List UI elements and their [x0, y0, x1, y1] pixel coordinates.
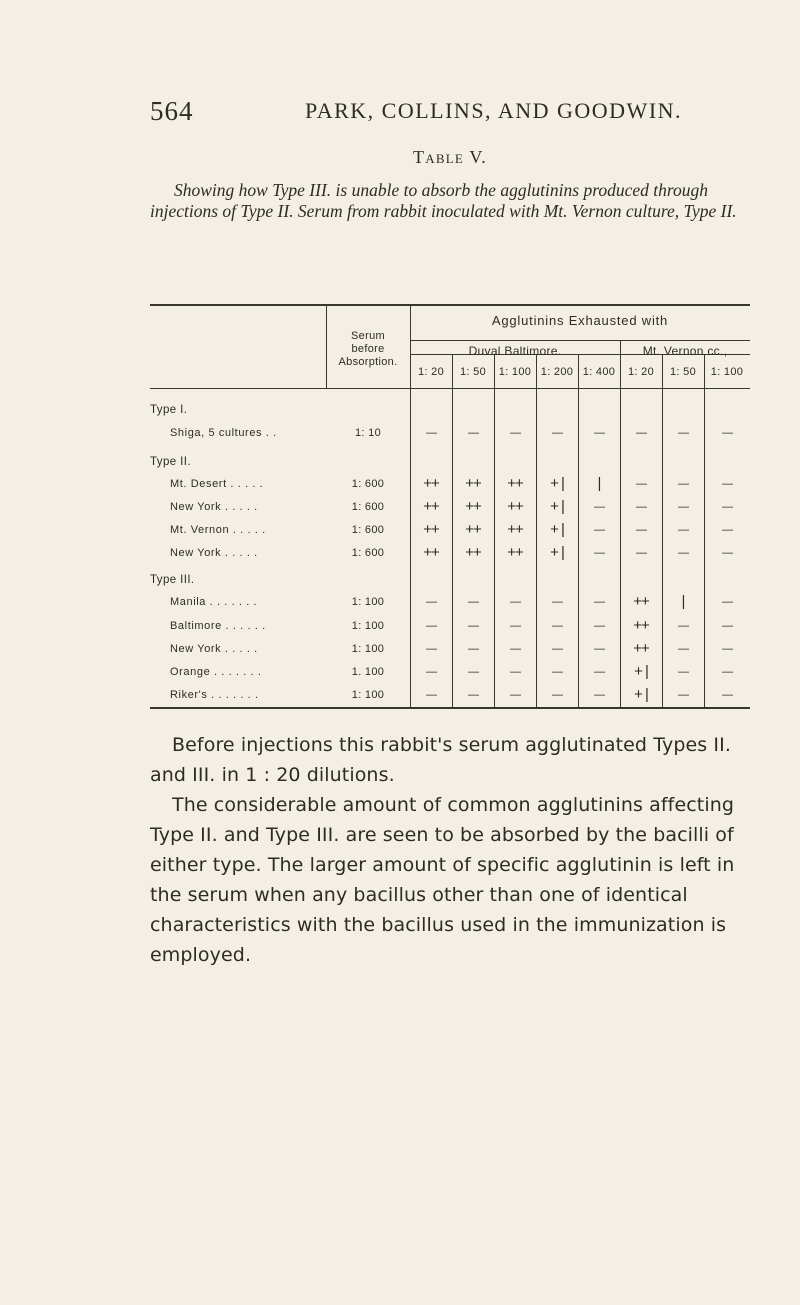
agglutination-cell: ++ — [633, 617, 649, 634]
agglutination-cell: — — [722, 643, 732, 655]
data-table — [150, 270, 750, 705]
agglutination-cell: — — [468, 666, 478, 678]
agglutination-cell: ++ — [633, 593, 649, 610]
header-serum-line: before — [351, 343, 385, 355]
agglutination-cell: — — [678, 547, 688, 559]
agglutination-cell: — — [510, 620, 520, 632]
agglutination-cell: + | — [550, 521, 564, 538]
serum-value: 1. 100 — [351, 666, 385, 678]
dilution-header: 1: 20 — [628, 366, 654, 378]
agglutination-cell: — — [426, 427, 436, 439]
agglutination-cell: — — [594, 427, 604, 439]
agglutination-cell: — — [678, 620, 688, 632]
row-label: New York . . . . . — [170, 501, 258, 513]
header-agglutinins: Agglutinins Exhausted with — [491, 313, 669, 328]
dilution-header: 1: 20 — [418, 366, 444, 378]
serum-value: 1: 10 — [355, 427, 381, 439]
agglutination-cell: ++ — [507, 544, 523, 561]
body-paragraph-text: The considerable amount of common agglutinins affecting Type II. and Type III. are seen to be absorbed by the bacilli of either type. The larger amount of specific agglutinin is left in the serum when any bacillus other than one of identical characteristics with the bacillus used in the immunization is employed. — [150, 794, 735, 966]
serum-value: 1: 100 — [351, 596, 385, 608]
agglutination-cell: — — [510, 596, 520, 608]
agglutination-cell: ++ — [507, 498, 523, 515]
row-label: Mt. Vernon . . . . . — [170, 524, 266, 536]
agglutination-cell: — — [678, 501, 688, 513]
agglutination-cell: ++ — [465, 521, 481, 538]
table-rule-header-bottom — [150, 388, 750, 389]
serum-value: 1: 600 — [351, 501, 385, 513]
header-serum-line: Serum — [351, 330, 385, 342]
agglutination-cell: ++ — [507, 521, 523, 538]
agglutination-cell: + | — [634, 663, 648, 680]
serum-value: 1: 600 — [351, 478, 385, 490]
agglutination-cell: — — [722, 478, 732, 490]
agglutination-cell: — — [426, 620, 436, 632]
header-vernon: Mt. Vernon cc., — [642, 344, 728, 358]
agglutination-cell: — — [678, 524, 688, 536]
agglutination-cell: — — [722, 689, 732, 701]
agglutination-cell: — — [722, 620, 732, 632]
agglutination-cell: ++ — [465, 475, 481, 492]
header-serum-line: Absorption. — [338, 356, 398, 368]
agglutination-cell: — — [594, 524, 604, 536]
dilution-header: 1: 50 — [670, 366, 696, 378]
agglutination-cell: — — [636, 501, 646, 513]
agglutination-cell: — — [552, 620, 562, 632]
body-paragraph — [150, 730, 760, 790]
agglutination-cell: — — [510, 689, 520, 701]
agglutination-cell: ++ — [633, 640, 649, 657]
row-label: Orange . . . . . . . — [170, 666, 262, 678]
agglutination-cell: — — [594, 666, 604, 678]
agglutination-cell: — — [722, 501, 732, 513]
agglutination-cell: — — [722, 427, 732, 439]
dilution-header: 1: 200 — [540, 366, 574, 378]
row-label: Riker's . . . . . . . — [170, 689, 259, 701]
agglutination-cell: — — [552, 689, 562, 701]
agglutination-cell: — — [636, 547, 646, 559]
row-label: Mt. Desert . . . . . — [170, 478, 264, 490]
agglutination-cell: — — [722, 666, 732, 678]
agglutination-cell: — — [594, 501, 604, 513]
agglutination-cell: — — [594, 643, 604, 655]
agglutination-cell: ++ — [465, 544, 481, 561]
table-rule-top — [150, 304, 750, 306]
agglutination-cell: — — [426, 643, 436, 655]
group-label: Type III. — [150, 574, 195, 586]
agglutination-cell: — — [636, 524, 646, 536]
agglutination-cell: — — [552, 666, 562, 678]
agglutination-cell: + | — [550, 475, 564, 492]
agglutination-cell: + | — [550, 544, 564, 561]
agglutination-cell: — — [426, 666, 436, 678]
agglutination-cell: — — [510, 643, 520, 655]
dilution-header: 1: 100 — [710, 366, 744, 378]
agglutination-cell: — — [594, 689, 604, 701]
serum-value: 1: 100 — [351, 620, 385, 632]
running-head: PARK, COLLINS, AND GOODWIN. — [305, 98, 683, 123]
agglutination-cell: | — [597, 475, 601, 492]
agglutination-cell: — — [552, 643, 562, 655]
agglutination-cell: — — [468, 427, 478, 439]
page-number: 564 — [150, 96, 194, 126]
agglutination-cell: — — [468, 643, 478, 655]
agglutination-cell: — — [426, 596, 436, 608]
group-label: Type II. — [150, 456, 191, 468]
agglutination-cell: — — [594, 547, 604, 559]
agglutination-cell: ++ — [423, 498, 439, 515]
agglutination-cell: — — [510, 427, 520, 439]
agglutination-cell: — — [426, 689, 436, 701]
agglutination-cell: | — [681, 593, 685, 610]
agglutination-cell: — — [636, 478, 646, 490]
agglutination-cell: — — [510, 666, 520, 678]
body-text — [150, 730, 760, 970]
dilution-header: 1: 50 — [460, 366, 486, 378]
row-label: Manila . . . . . . . — [170, 596, 258, 608]
table-rule-agg — [410, 340, 750, 341]
agglutination-cell: + | — [550, 498, 564, 515]
agglutination-cell: — — [722, 596, 732, 608]
serum-value: 1: 100 — [351, 643, 385, 655]
agglutination-cell: ++ — [507, 475, 523, 492]
agglutination-cell: — — [552, 427, 562, 439]
table-title: Table V. — [413, 147, 487, 167]
dilution-header: 1: 400 — [582, 366, 616, 378]
agglutination-cell: ++ — [423, 521, 439, 538]
serum-value: 1: 100 — [351, 689, 385, 701]
agglutination-cell: — — [722, 547, 732, 559]
row-label: New York . . . . . — [170, 643, 258, 655]
table-rule-bottom — [150, 707, 750, 709]
row-label: Baltimore . . . . . . — [170, 620, 266, 632]
caption-text: Showing how Type III. is unable to absorb the agglutinins produced through injections of Type II. Serum from rabbit inoculated with Mt. Vernon culture, Type II. — [150, 180, 737, 221]
agglutination-cell: ++ — [465, 498, 481, 515]
agglutination-cell: ++ — [423, 475, 439, 492]
agglutination-cell: — — [678, 643, 688, 655]
page-header — [150, 96, 750, 136]
agglutination-cell: — — [636, 427, 646, 439]
agglutination-cell: ++ — [423, 544, 439, 561]
agglutination-cell: — — [722, 524, 732, 536]
body-paragraph — [150, 790, 760, 970]
row-label: Shiga, 5 cultures . . — [170, 427, 277, 439]
serum-value: 1: 600 — [351, 524, 385, 536]
group-label: Type I. — [150, 404, 188, 416]
agglutination-cell: — — [678, 689, 688, 701]
header-serum — [326, 330, 410, 369]
agglutination-cell: — — [594, 596, 604, 608]
row-label: New York . . . . . — [170, 547, 258, 559]
agglutination-cell: — — [678, 666, 688, 678]
table-caption — [150, 180, 750, 222]
header-duval: Duval Baltimore. — [468, 344, 562, 358]
agglutination-cell: — — [594, 620, 604, 632]
agglutination-cell: — — [468, 596, 478, 608]
body-paragraph-text: Before injections this rabbit's serum agglutinated Types II. and III. in 1 : 20 dilutions. — [150, 734, 731, 786]
serum-value: 1: 600 — [351, 547, 385, 559]
dilution-header: 1: 100 — [498, 366, 532, 378]
agglutination-cell: — — [468, 620, 478, 632]
agglutination-cell: + | — [634, 686, 648, 703]
agglutination-cell: — — [468, 689, 478, 701]
agglutination-cell: — — [552, 596, 562, 608]
agglutination-cell: — — [678, 478, 688, 490]
agglutination-cell: — — [678, 427, 688, 439]
